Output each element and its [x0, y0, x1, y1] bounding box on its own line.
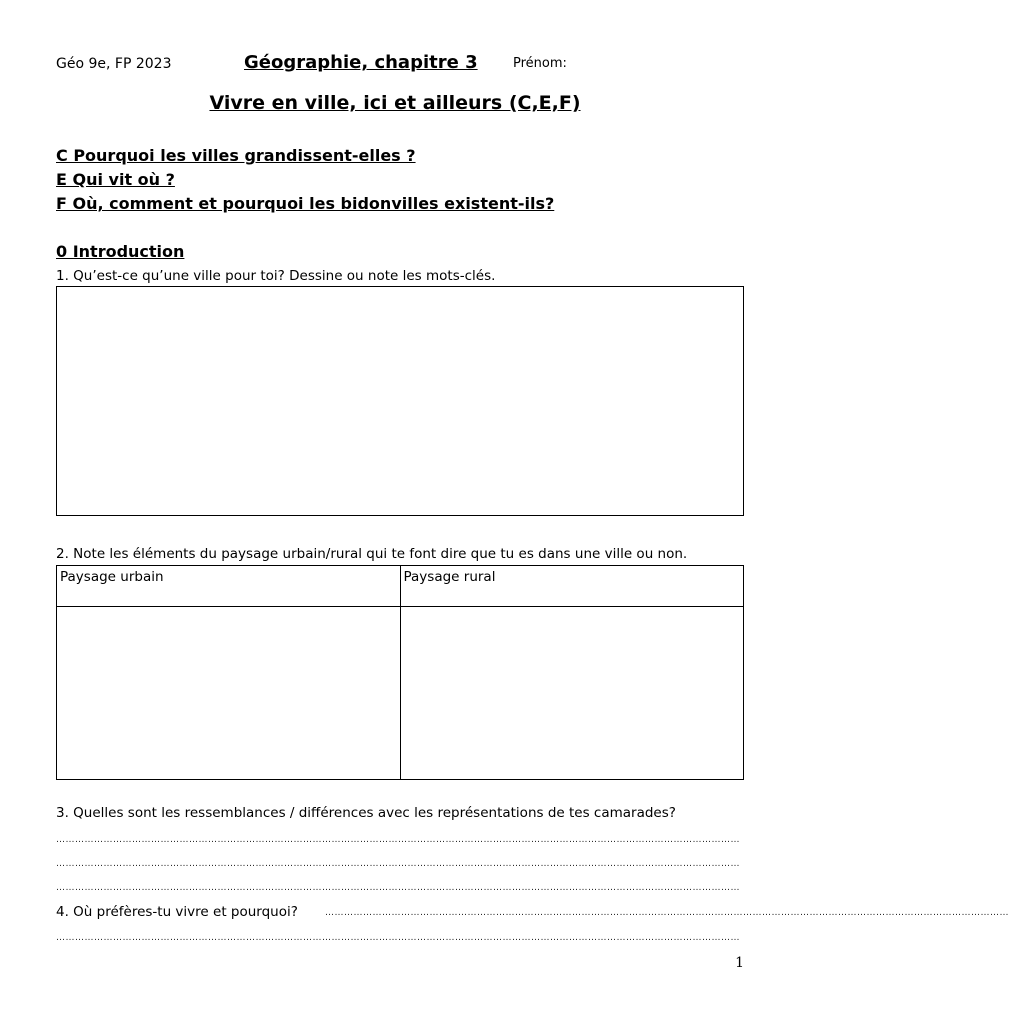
chapter-title: Géographie, chapitre 3	[244, 52, 478, 73]
question-2: 2. Note les éléments du paysage urbain/rural qui te font dire que tu es dans une ville ou non.	[56, 546, 688, 562]
cell-urbain[interactable]	[57, 607, 401, 780]
prenom-label: Prénom:	[513, 56, 567, 71]
topic-list	[56, 144, 554, 216]
page-header	[56, 52, 744, 76]
answer-box-1[interactable]	[56, 286, 744, 516]
header-urbain: Paysage urbain	[57, 566, 401, 607]
answer-line-3a[interactable]: ………………………………………………………………………………………………………………………………………………………………………………………………	[56, 835, 740, 845]
question-3: 3. Quelles sont les ressemblances / différences avec les représentations de tes camarades?	[56, 805, 676, 821]
question-4: 4. Où préfères-tu vivre et pourquoi?	[56, 904, 298, 920]
question-1: 1. Qu’est-ce qu’une ville pour toi? Dessine ou note les mots-clés.	[56, 268, 496, 284]
answer-line-4b[interactable]: ………………………………………………………………………………………………………………………………………………………………………………………………	[56, 933, 740, 943]
header-rural: Paysage rural	[400, 566, 744, 607]
topic-e: E Qui vit où ?	[56, 170, 175, 189]
course-label: Géo 9e, FP 2023	[56, 56, 172, 72]
landscape-table	[56, 565, 744, 780]
answer-line-3b[interactable]: ………………………………………………………………………………………………………………………………………………………………………………………………	[56, 859, 740, 869]
topic-f: F Où, comment et pourquoi les bidonvilles existent-ils?	[56, 194, 555, 213]
answer-line-3c[interactable]: ………………………………………………………………………………………………………………………………………………………………………………………………	[56, 883, 740, 893]
page-number: 1	[735, 955, 744, 971]
cell-rural[interactable]	[400, 607, 744, 780]
main-title: Vivre en ville, ici et ailleurs (C,E,F)	[209, 92, 581, 114]
intro-title: 0 Introduction	[56, 242, 185, 261]
topic-c: C Pourquoi les villes grandissent-elles ?	[56, 146, 416, 165]
answer-line-4a[interactable]: ………………………………………………………………………………………………………………………………………………………………………………………………	[325, 908, 1009, 918]
